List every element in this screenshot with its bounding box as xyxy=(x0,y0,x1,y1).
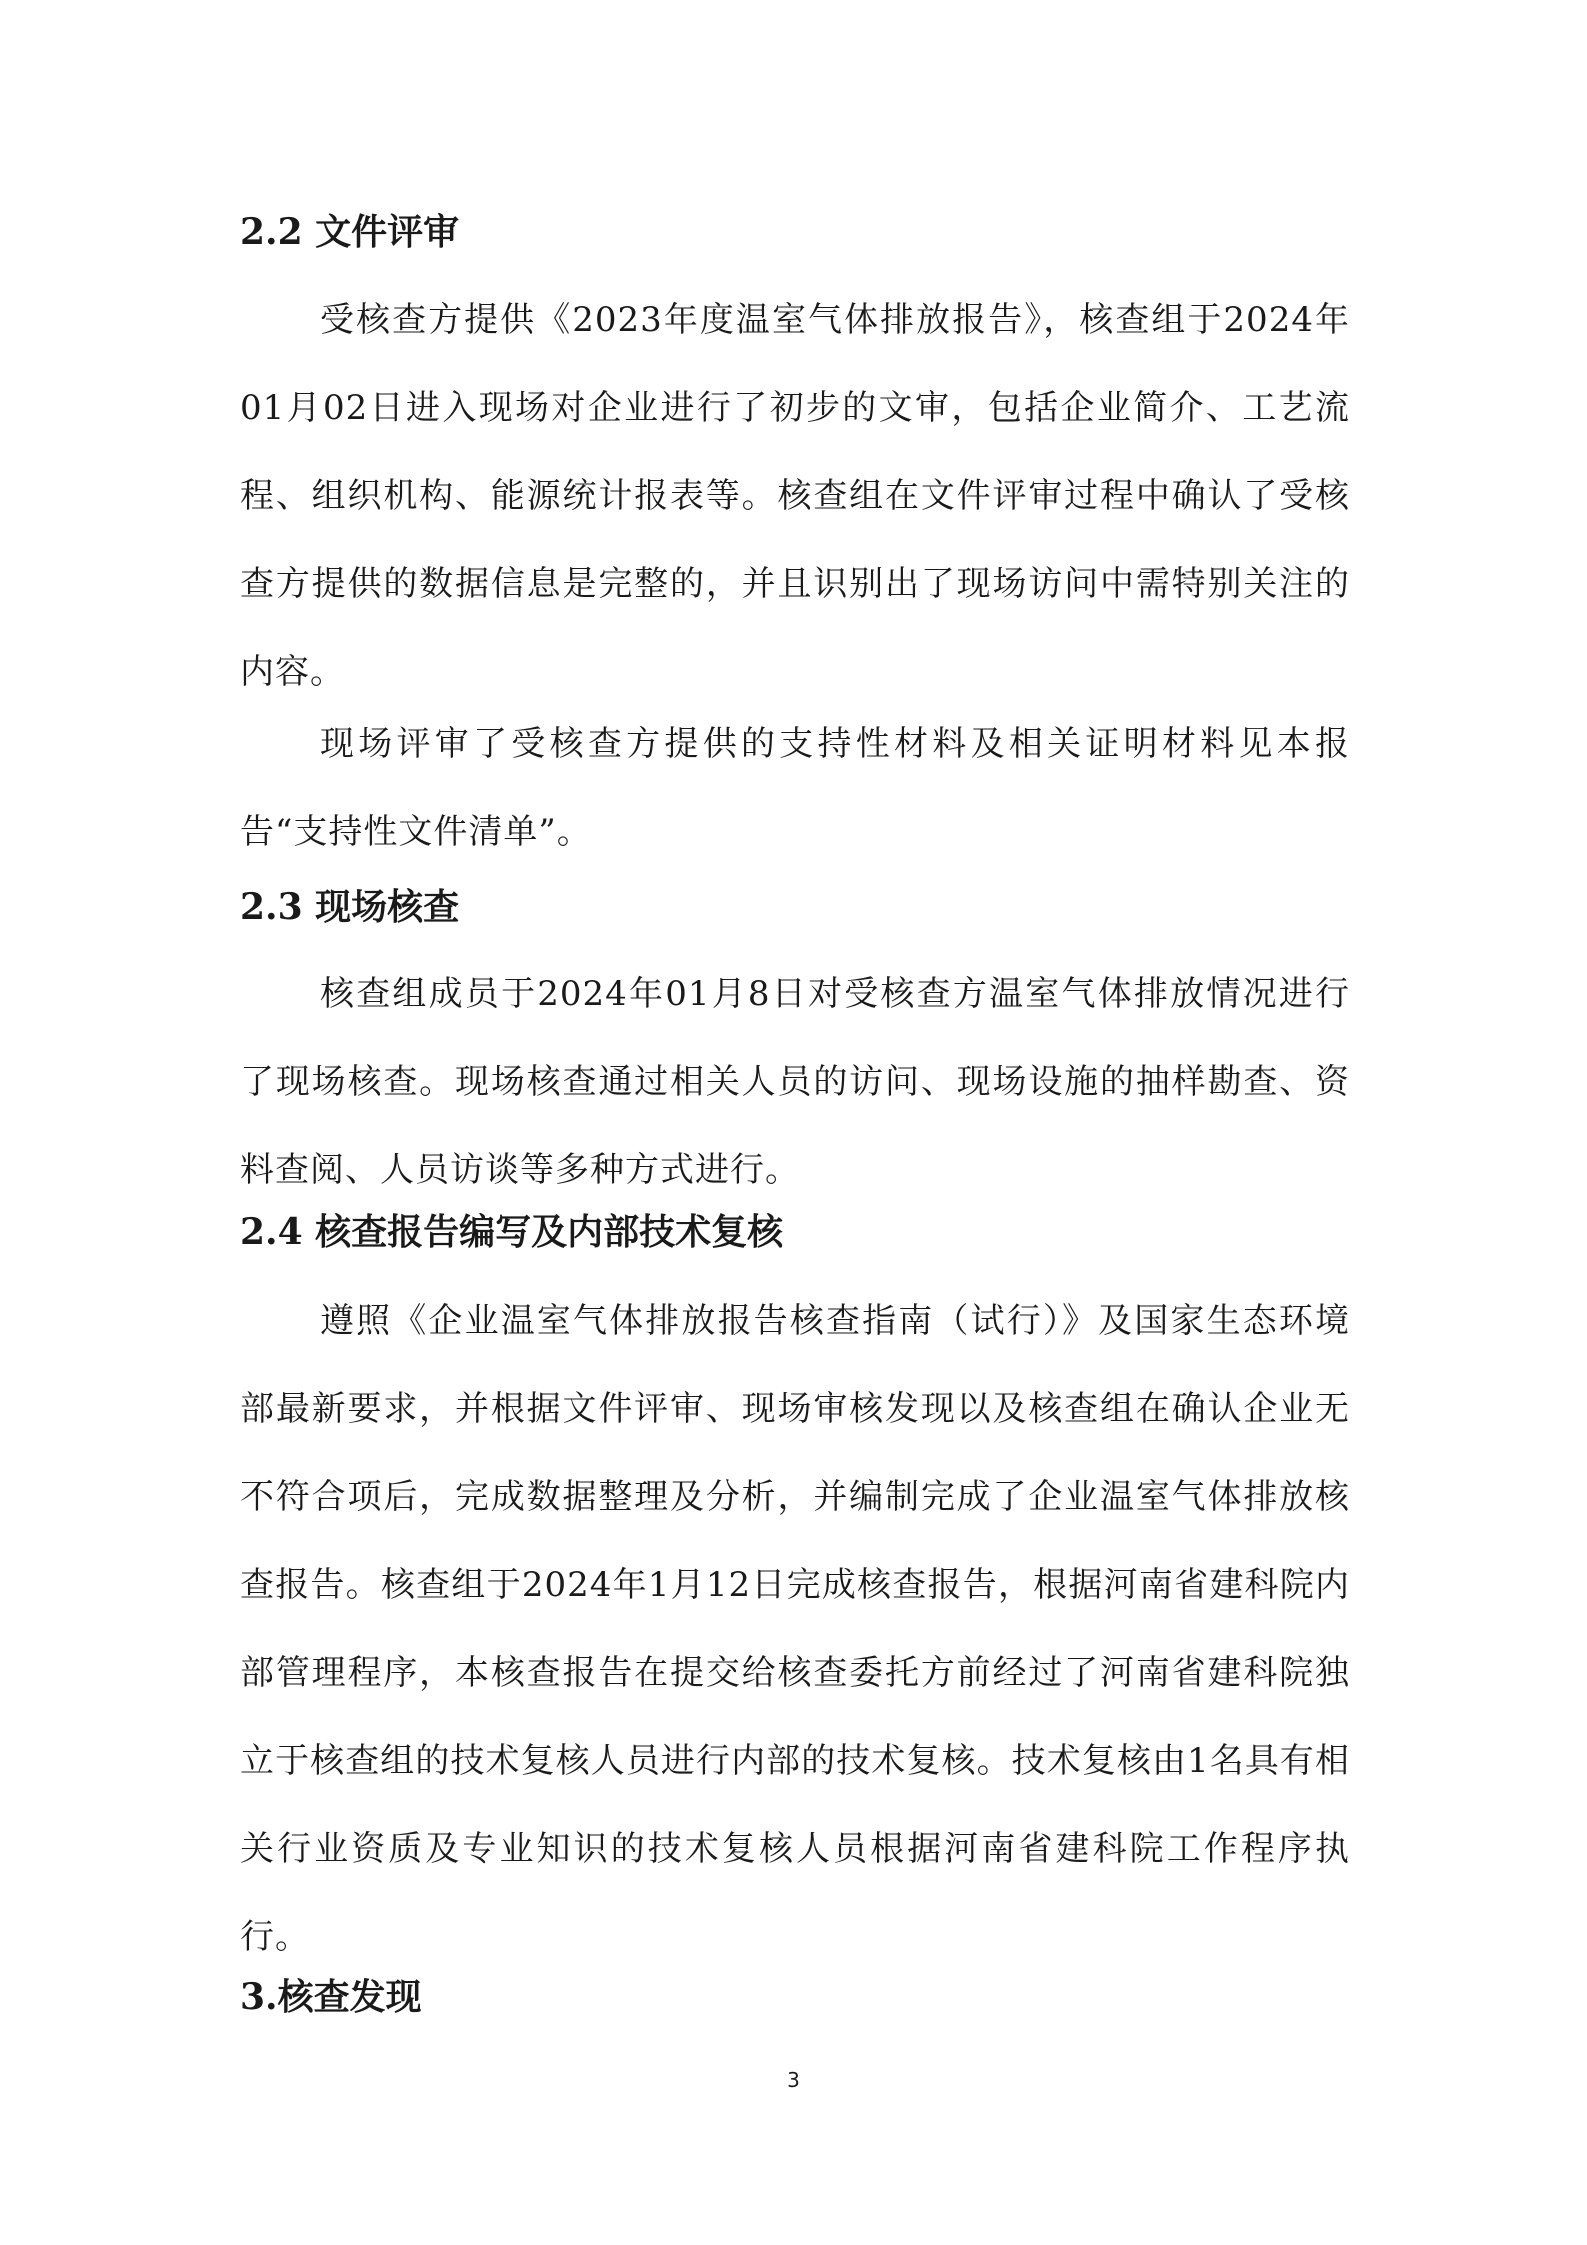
section-heading-2-4: 2.4 核查报告编写及内部技术复核 xyxy=(240,1211,784,1253)
paragraph-2-3-1: 核查组成员于2024年01月8日对受核查方温室气体排放情况进行了现场核查。现场核查通过相关人员的访问、现场设施的抽样勘查、资料查阅、人员访谈等多种方式进行。 xyxy=(240,974,1350,1190)
section-heading-2-2: 2.2 文件评审 xyxy=(240,211,460,253)
paragraph-2-4-1: 遵照《企业温室气体排放报告核查指南（试行）》及国家生态环境部最新要求，并根据文件评审、现场审核发现以及核查组在确认企业无不符合项后，完成数据整理及分析，并编制完成了企业温室气体排放核查报告。核查组于2024年1月12日完成核查报告，根据河南省建科院内部管理程序，本核查报告在提交给核查委托方前经过了河南省建科院独立于核查组的技术复核人员进行内部的技术复核。技术复核由1名具有相关行业资质及专业知识的技术复核人员根据河南省建科院工作程序执行。 xyxy=(240,1301,1350,1957)
section-heading-3: 3.核查发现 xyxy=(240,1976,422,2018)
page-number: 3 xyxy=(787,2068,800,2092)
section-heading-2-3: 2.3 现场核查 xyxy=(240,886,460,928)
paragraph-2-2-2: 现场评审了受核查方提供的支持性材料及相关证明材料见本报告“支持性文件清单”。 xyxy=(240,724,1350,852)
paragraph-2-2-1: 受核查方提供《2023年度温室气体排放报告》，核查组于2024年01月02日进入现场对企业进行了初步的文审，包括企业简介、工艺流程、组织机构、能源统计报表等。核查组在文件评审过程中确认了受核查方提供的数据信息是完整的，并且识别出了现场访问中需特别关注的内容。 xyxy=(240,300,1350,692)
